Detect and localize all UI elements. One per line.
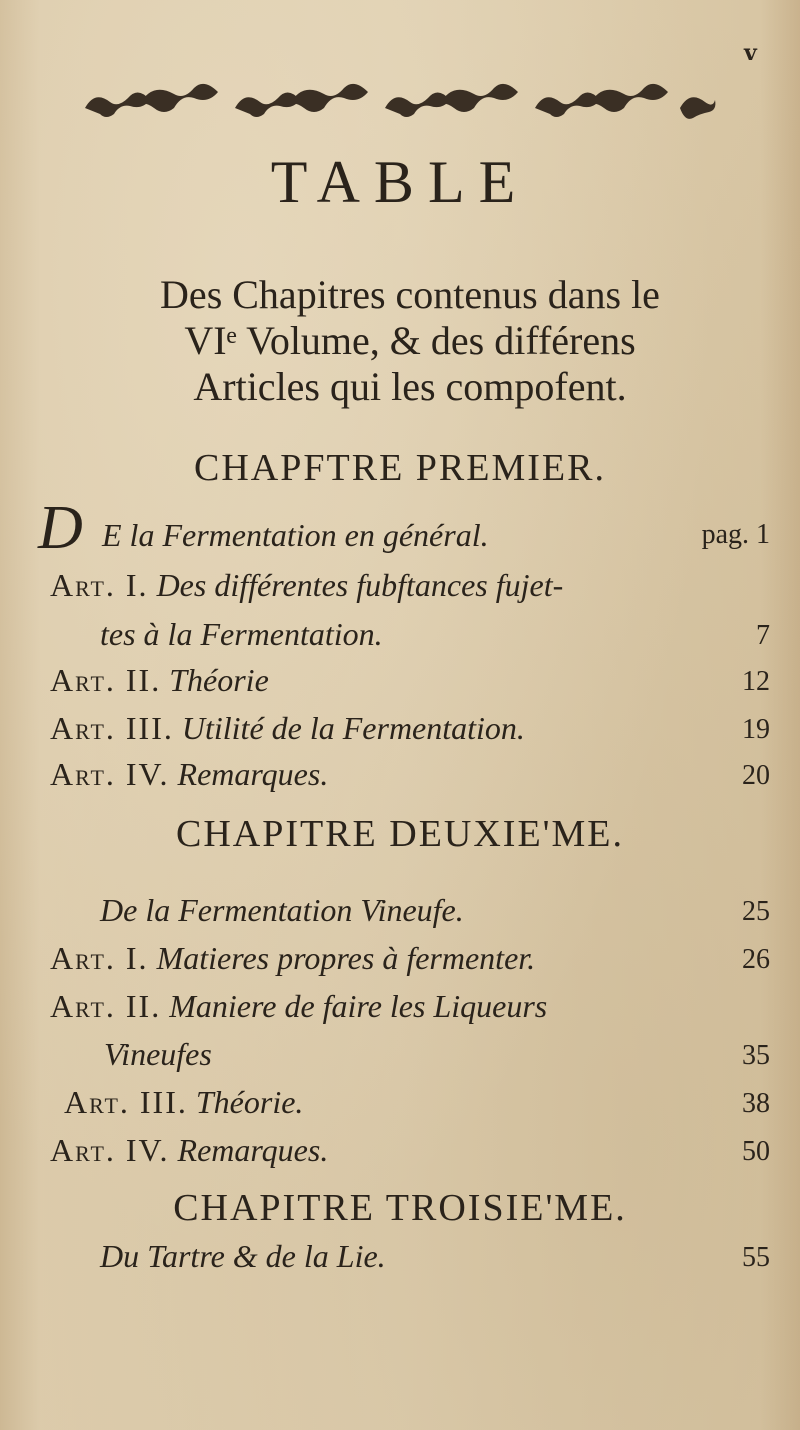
signature-mark: v xyxy=(744,40,757,66)
chapter-1-article-4 xyxy=(50,756,328,793)
chapter-2-intro xyxy=(100,892,464,929)
article-text: Utilité de la Fermentation. xyxy=(181,710,525,746)
subtitle-line-2: VIᵉ Volume, & des différens xyxy=(184,318,636,363)
article-lead: Art. II. xyxy=(50,662,162,698)
article-text: Théorie xyxy=(169,662,269,698)
article-page: 26 xyxy=(742,944,770,975)
intro-text: E la Fermentation en général. xyxy=(102,517,489,553)
chapter-1-heading: CHAPFTRE PREMIER. xyxy=(194,447,606,489)
intro-page: 55 xyxy=(742,1242,770,1273)
ornament-band xyxy=(80,78,720,124)
intro-page: 25 xyxy=(742,896,770,927)
article-lead: Art. I. xyxy=(50,567,149,603)
article-lead: Art. III. xyxy=(50,710,174,746)
chapter-2-article-2 xyxy=(50,988,547,1025)
article-page: 35 xyxy=(742,1040,770,1071)
article-page: 38 xyxy=(742,1088,770,1119)
article-text-cont: tes à la Fermentation. xyxy=(100,616,383,652)
chapter-3-intro xyxy=(100,1238,386,1275)
article-text-cont: Vineufes xyxy=(104,1036,212,1072)
article-text: Théorie. xyxy=(195,1084,304,1120)
subtitle-line-3: Articles qui les compofent. xyxy=(193,364,627,409)
chapter-1-article-2 xyxy=(50,662,269,699)
intro-page: pag. 1 xyxy=(701,519,770,550)
ornament-motif xyxy=(85,84,218,117)
subtitle-line-1: Des Chapitres contenus dans le xyxy=(160,272,660,317)
article-page: 12 xyxy=(742,666,770,697)
chapter-1-article-1-cont xyxy=(100,616,383,653)
article-text: Matieres propres à fermenter. xyxy=(156,940,536,976)
article-lead: Art. III. xyxy=(64,1084,188,1120)
intro-text: De la Fermentation Vineufe. xyxy=(100,892,464,928)
chapter-1-intro xyxy=(102,517,489,554)
chapter-2-article-3 xyxy=(64,1084,303,1121)
article-lead: Art. II. xyxy=(50,988,162,1024)
page-title: TABLE xyxy=(270,149,530,215)
chapter-2-article-1 xyxy=(50,940,535,977)
article-lead: Art. IV. xyxy=(50,756,170,792)
article-lead: Art. I. xyxy=(50,940,149,976)
article-lead: Art. IV. xyxy=(50,1132,170,1168)
article-page: 7 xyxy=(756,620,770,651)
article-text: Remarques. xyxy=(177,756,329,792)
article-page: 19 xyxy=(742,714,770,745)
chapter-2-article-2-cont xyxy=(104,1036,212,1073)
chapter-1-article-3 xyxy=(50,710,525,747)
article-text: Remarques. xyxy=(177,1132,329,1168)
chapter-2-article-4 xyxy=(50,1132,328,1169)
article-page: 50 xyxy=(742,1136,770,1167)
chapter-2-heading: CHAPITRE DEUXIE'ME. xyxy=(175,813,625,855)
intro-text: Du Tartre & de la Lie. xyxy=(100,1238,386,1274)
article-text: Des différentes fubftances fujet- xyxy=(156,567,564,603)
drop-cap: D xyxy=(38,494,83,562)
chapter-1-article-1 xyxy=(50,567,563,604)
chapter-3-heading: CHAPITRE TROISIE'ME. xyxy=(173,1187,627,1229)
article-page: 20 xyxy=(742,760,770,791)
article-text: Maniere de faire les Liqueurs xyxy=(169,988,548,1024)
